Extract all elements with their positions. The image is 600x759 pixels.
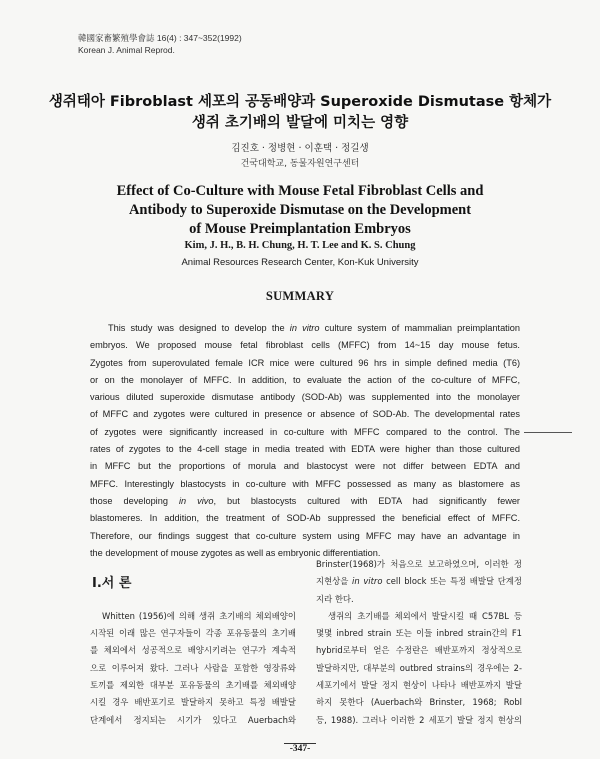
abstract-line: of MFFC and zygotes were cultured in presence or absence of SOD-Ab. The developmental rates: [90, 409, 520, 420]
abstract-line: Zygotes from superovulated female ICR mice were cultured 96 hrs in simple defined media (T6): [90, 357, 520, 368]
english-title-line: of Mouse Preimplantation Embryos: [189, 221, 411, 237]
body-line: 지라 한다.: [316, 593, 354, 604]
abstract-line: those developing in vivo, but blastocysts cultured with EDTA had significantly fewer: [90, 495, 520, 506]
journal-citation-english: Korean J. Animal Reprod.: [78, 45, 175, 55]
abstract-line: the development of mouse zygotes as well as embryonic differentiation.: [90, 547, 381, 558]
journal-citation: [78, 32, 242, 56]
body-line: 몇몇 inbred strain 또는 이들 inbred strain간의 F1: [316, 628, 522, 639]
korean-title: [0, 92, 600, 134]
body-line: 으로 이루어져 왔다. 그러나 사람을 포함한 영장류와: [90, 662, 296, 673]
body-line: 를 체외에서 성공적으로 배양시키려는 연구가 계속적: [90, 645, 296, 656]
body-line: Brinster(1968)가 처음으로 보고하였으며, 이러한 정: [316, 559, 522, 569]
body-line: 단계에서 정지되는 시기가 있다고 Auerbach와: [90, 714, 296, 725]
abstract-line: This study was designed to develop the in vitro culture system of mammalian preimplantation: [108, 323, 520, 333]
english-title: [0, 182, 600, 239]
abstract-line: various diluted superoxide dismutase antibody (SOD-Ab) was supplemented into the monolayer: [90, 392, 520, 403]
section-heading-introduction: Ⅰ.서 론: [92, 576, 132, 591]
body-line: 지현상을 in vitro cell block 또는 특정 배발달 단계정: [316, 576, 522, 587]
right-column: [316, 556, 522, 729]
korean-authors: 김진호 · 정병현 · 이훈택 · 정길생: [231, 143, 369, 154]
english-authors: Kim, J. H., B. H. Chung, H. T. Lee and K. S. Chung: [184, 240, 416, 251]
body-line: 등, 1988). 그러나 이러한 2 세포기 발달 정지 현상의: [316, 714, 522, 725]
body-line: 발달하지만, 대부분의 outbred strains의 경우에는 2-: [316, 662, 522, 673]
summary-heading: SUMMARY: [265, 289, 335, 303]
abstract-line: or on the monolayer of MFFC. In addition, to evaluate the action of the co-culture of MFFC,: [90, 374, 520, 385]
korean-title-line: 생쥐태아 Fibroblast 세포의 공동배양과 Superoxide Dismutase 항체가: [48, 94, 552, 110]
abstract-line: in MFFC but the proportions of morula and blastocyst were not differ between EDTA and: [90, 461, 520, 472]
abstract-line: rates of zygotes to the 4-cell stage in media treated with EDTA were higher than those cultured: [90, 444, 520, 455]
page-number: [0, 744, 600, 754]
body-line: 토끼를 제외한 대부분 포유동물의 초기배를 체외배양: [90, 680, 296, 691]
column-spacer: [90, 591, 296, 608]
abstract-body: [90, 320, 520, 562]
abstract-line: embryos. We proposed mouse fetal fibroblast cells (MFFC) from 14~15 day mouse fetus.: [90, 340, 520, 351]
english-title-line: Effect of Co-Culture with Mouse Fetal Fibroblast Cells and: [116, 183, 484, 199]
body-line: 시작된 이래 많은 연구자들이 각종 포유동물의 초기배: [90, 628, 296, 639]
abstract-line: of zygotes were significantly increased in co-culture with MFFC compared to the control. The: [90, 426, 520, 437]
abstract-line: Therefore, our findings suggest that co-culture system using MFFC may have an advantage in: [90, 530, 520, 541]
abstract-line: MFFC. Interestingly blastocysts in co-culture with MFFC possessed as many as blastomere as: [90, 478, 520, 489]
body-line: hybrid로부터 얻은 수정란은 배반포까지 정상적으로: [316, 645, 522, 656]
body-line: 하지 못한다 (Auerbach와 Brinster, 1968; Robl: [316, 697, 522, 708]
body-line: Whitten (1956)에 의해 생쥐 초기배의 체외배양이: [102, 610, 296, 621]
english-affiliation: Animal Resources Research Center, Kon-Kuk University: [181, 257, 419, 268]
journal-citation-korean: 韓國家畜繁殖學會誌 16(4) : 347~352(1992): [78, 33, 242, 43]
korean-title-line: 생쥐 초기배의 발달에 미치는 영향: [191, 115, 409, 131]
english-title-line: Antibody to Superoxide Dismutase on the Development: [128, 202, 472, 218]
margin-dash-mark: [524, 432, 572, 433]
abstract-line: blastomeres. In addition, the treatment of SOD-Ab suppressed the beneficial effect of MFFC.: [90, 513, 520, 524]
body-line: 생쥐의 초기배를 체외에서 발달시킬 때 C57BL 등: [328, 610, 522, 621]
page-number-text: -347-: [284, 743, 317, 754]
body-line: 세포기에서 발달 정지 현상이 나타나 배반포까지 발달: [316, 680, 522, 691]
korean-affiliation: 건국대학교, 동물자원연구센터: [240, 159, 360, 169]
body-line: 시킬 경우 배반포기로 발달하지 못하고 특정 배발달: [90, 697, 296, 708]
